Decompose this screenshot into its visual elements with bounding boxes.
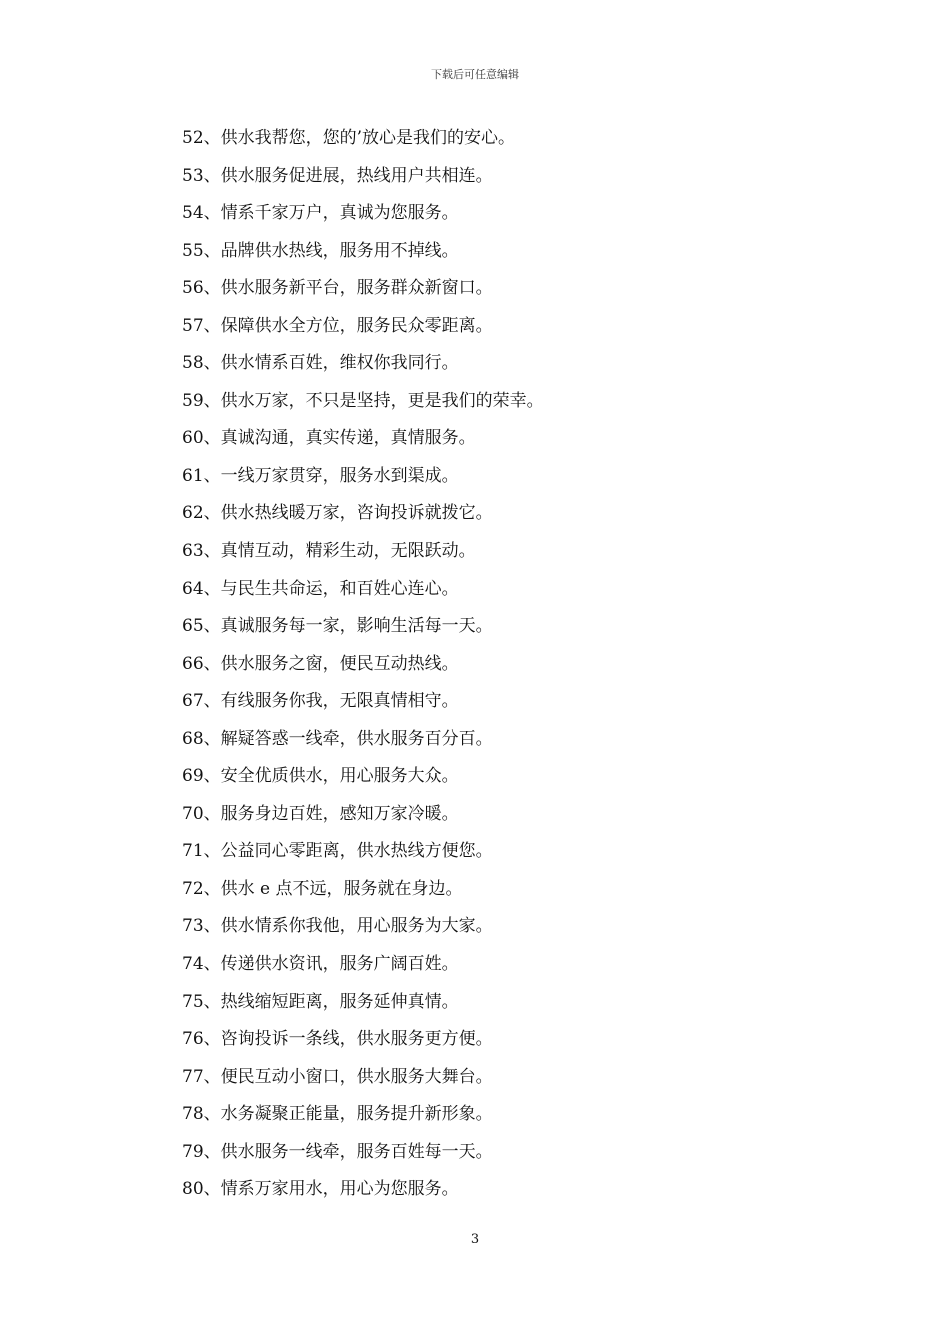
list-item: 72、供水 e 点不远，服务就在身边。 — [182, 878, 463, 899]
list-item: 58、供水情系百姓，维权你我同行。 — [182, 353, 459, 374]
list-item: 60、真诚沟通，真实传递，真情服务。 — [182, 428, 476, 449]
list-item: 52、供水我帮您，您的’放心是我们的安心。 — [182, 128, 516, 148]
list-item: 65、真诚服务每一家，影响生活每一天。 — [182, 616, 493, 637]
list-item: 55、品牌供水热线，服务用不掉线。 — [182, 240, 459, 261]
list-item: 68、解疑答惑一线牵，供水服务百分百。 — [182, 728, 493, 749]
list-item: 63、真情互动，精彩生动，无限跃动。 — [182, 541, 476, 562]
slogan-list — [182, 124, 544, 1213]
list-item: 75、热线缩短距离，服务延伸真情。 — [182, 991, 459, 1012]
list-item: 59、供水万家，不只是坚持，更是我们的荣幸。 — [182, 390, 544, 411]
list-item: 76、咨询投诉一条线，供水服务更方便。 — [182, 1029, 493, 1050]
page-number: 3 — [470, 1232, 480, 1247]
list-item: 57、保障供水全方位，服务民众零距离。 — [182, 315, 493, 336]
list-item: 61、一线万家贯穿，服务水到渠成。 — [182, 465, 459, 486]
list-item: 54、情系千家万户，真诚为您服务。 — [182, 203, 459, 224]
list-item: 80、情系万家用水，用心为您服务。 — [182, 1179, 459, 1200]
list-item: 56、供水服务新平台，服务群众新窗口。 — [182, 278, 493, 299]
list-item: 74、传递供水资讯，服务广阔百姓。 — [182, 954, 459, 975]
list-item: 78、水务凝聚正能量，服务提升新形象。 — [182, 1104, 493, 1125]
list-item: 62、供水热线暖万家，咨询投诉就拨它。 — [182, 503, 493, 524]
list-item: 53、供水服务促进展，热线用户共相连。 — [182, 165, 493, 186]
page-header: 下载后可任意编辑 — [431, 68, 519, 81]
list-item: 66、供水服务之窗，便民互动热线。 — [182, 653, 459, 674]
list-item: 70、服务身边百姓，感知万家冷暖。 — [182, 803, 459, 824]
list-item: 73、供水情系你我他，用心服务为大家。 — [182, 916, 493, 937]
list-item: 79、供水服务一线牵，服务百姓每一天。 — [182, 1141, 493, 1162]
list-item: 77、便民互动小窗口，供水服务大舞台。 — [182, 1066, 493, 1087]
list-item: 64、与民生共命运，和百姓心连心。 — [182, 578, 459, 599]
list-item: 71、公益同心零距离，供水热线方便您。 — [182, 841, 493, 862]
list-item: 67、有线服务你我，无限真情相守。 — [182, 691, 459, 712]
list-item: 69、安全优质供水，用心服务大众。 — [182, 766, 459, 787]
